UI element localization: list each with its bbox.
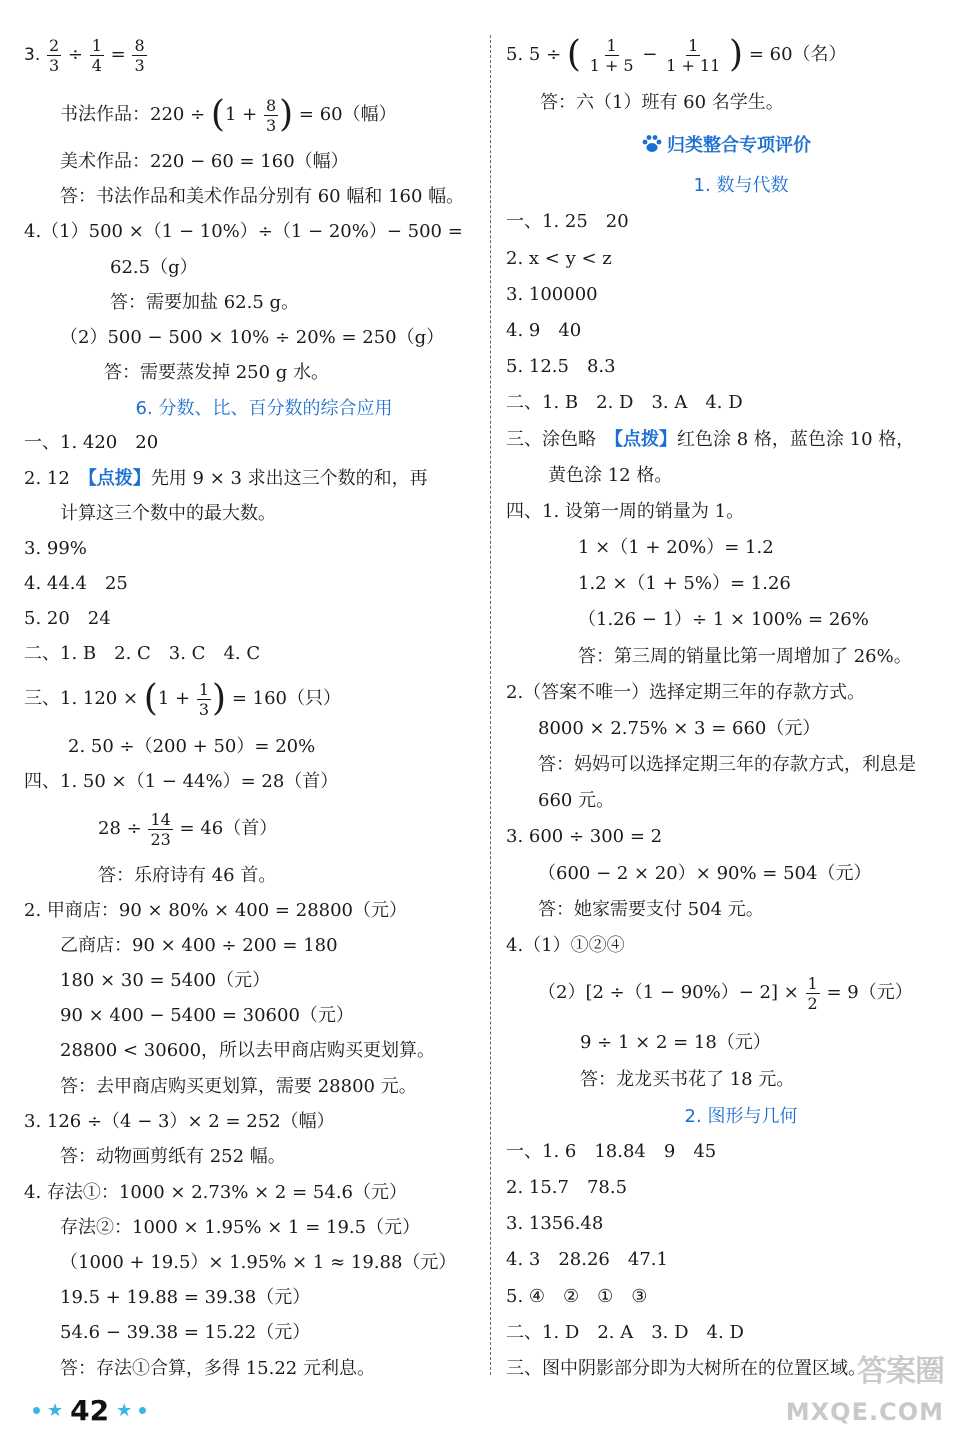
r-part4-q2-calc: 8000 × 2.75% × 3 = 660（元） — [538, 718, 821, 739]
r-part3: 三、涂色略 【点拨】红色涂 8 格，蓝色涂 10 格， — [506, 429, 915, 450]
q4-part1-result: 62.5（g） — [110, 257, 198, 278]
r-part1-q1: 一、1. 25 20 — [506, 211, 629, 232]
r-part4-q4-part1: 4.（1）①②④ — [506, 935, 625, 956]
r-part2: 二、1. B 2. D 3. A 4. D — [506, 392, 743, 413]
s6-part1-q1: 一、1. 420 20 — [24, 432, 159, 453]
watermark — [782, 1344, 950, 1436]
paw-icon — [641, 134, 663, 154]
star-icon: ★ — [116, 1399, 133, 1421]
hint-badge: 【点拨】 — [614, 429, 677, 450]
r-part4-q3: 3. 600 ÷ 300 = 2 — [506, 826, 663, 847]
eval-section-title: 归类整合专项评价 — [506, 134, 946, 158]
g-part1-q5: 5. ④ ② ① ③ — [506, 1286, 648, 1307]
s6-part4-q2-d: 90 × 400 − 5400 = 30600（元） — [60, 1005, 354, 1026]
s6-part3-q1: 三、1. 120 × (1 + $\frac{1}{3}$ ) = 160（只） — [24, 678, 341, 719]
q4-part2-answer: 答：需要蒸发掉 250 g 水。 — [104, 362, 330, 383]
r-part4-q3-calc: （600 − 2 × 20）× 90% = 504（元） — [538, 863, 872, 884]
s6-part4-q4-c: （1000 + 19.5）× 1.95% × 1 ≈ 19.88（元） — [60, 1252, 457, 1273]
s6-part4-q4-e: 54.6 − 39.38 = 15.22（元） — [60, 1322, 311, 1343]
q3-calligraphy-calc: 书法作品：220 ÷ (1 + $\frac{8}{3}$ ) = 60（幅） — [60, 94, 397, 135]
s6-part4-q4-d: 19.5 + 19.88 = 39.38（元） — [60, 1287, 311, 1308]
fraction: $\frac{8}{3}$ — [134, 35, 145, 75]
r-part4-q4-answer: 答：龙龙买书花了 18 元。 — [580, 1069, 795, 1090]
q5-expression: 5. 5 ÷ ( $\frac{1}{1 + 5}$ − $\frac{1}{1 + 11}$ ) = 60（名） — [506, 34, 847, 75]
dot-icon — [139, 1407, 146, 1414]
g-part2: 二、1. D 2. A 3. D 4. D — [506, 1322, 744, 1343]
column-divider — [490, 35, 491, 1375]
watermark-line2: MXQE.COM — [785, 1398, 944, 1426]
r-part4-q1-a: 1 ×（1 + 20%）= 1.2 — [578, 537, 774, 558]
s6-part4-q4-b: 存法②：1000 × 1.95% × 1 = 19.5（元） — [60, 1217, 421, 1238]
s6-part4-q2-answer: 答：去甲商店购买更划算，需要 28800 元。 — [60, 1076, 417, 1097]
g-part1-q4: 4. 3 28.26 47.1 — [506, 1249, 668, 1270]
r-part4-q2: 2.（答案不唯一）选择定期三年的存款方式。 — [506, 682, 866, 703]
r-part4-q1-c: （1.26 − 1）÷ 1 × 100% = 26% — [578, 609, 869, 630]
s6-part4-q4-answer: 答：存法①合算，多得 15.22 元利息。 — [60, 1358, 375, 1379]
s6-part4-q2-c: 180 × 30 = 5400（元） — [60, 970, 271, 991]
g-part1-q2: 2. 15.7 78.5 — [506, 1177, 628, 1198]
s6-part4-q2-b: 乙商店：90 × 400 ÷ 200 = 180 — [60, 935, 338, 956]
r-part4-q2-answer: 答：妈妈可以选择定期三年的存款方式，利息是 — [538, 754, 916, 775]
q3-expression: 3. $\frac{2}{3}$ ÷ $\frac{1}{4}$ = $\frac{8}{3}$ — [24, 35, 145, 75]
r-part1-q2: 2. x < y < z — [506, 248, 612, 269]
r-part3-cont: 黄色涂 12 格。 — [548, 465, 673, 486]
g-part1-q3: 3. 1356.48 — [506, 1213, 604, 1234]
r-part4-q3-answer: 答：她家需要支付 504 元。 — [538, 899, 764, 920]
fraction: $\frac{2}{3}$ — [48, 35, 60, 75]
r-part4-q4-calc: 9 ÷ 1 × 2 = 18（元） — [580, 1032, 771, 1053]
s6-part1-q3: 3. 99% — [24, 538, 87, 559]
s6-part4-q2-a: 2. 甲商店：90 × 80% × 400 = 28800（元） — [24, 900, 408, 921]
fraction: $\frac{1}{4}$ — [91, 35, 102, 75]
q5-answer: 答：六（1）班有 60 名学生。 — [540, 92, 784, 113]
star-icon: ★ — [47, 1399, 64, 1421]
r-part1-q4: 4. 9 40 — [506, 320, 582, 341]
section-6-title: 6. 分数、比、百分数的综合应用 — [135, 398, 393, 419]
s6-part1-q2-cont: 计算这三个数中的最大数。 — [60, 503, 276, 524]
r-part4-q1-b: 1.2 ×（1 + 5%）= 1.26 — [578, 573, 791, 594]
q4-part1-answer: 答：需要加盐 62.5 g。 — [110, 292, 300, 313]
s6-part3-q2: 2. 50 ÷（200 + 50）= 20% — [68, 736, 316, 757]
sub2-title: 2. 图形与几何 — [684, 1106, 798, 1127]
g-part3: 三、图中阴影部分即为大树所在的位置区域。 — [506, 1358, 866, 1379]
watermark-line1: 答案圈 — [857, 1354, 944, 1389]
hint-badge: 【点拨】 — [87, 468, 151, 489]
r-part1-q5: 5. 12.5 8.3 — [506, 356, 616, 377]
q4-part2: （2）500 − 500 × 10% ÷ 20% = 250（g） — [60, 327, 445, 348]
q3-art-calc: 美术作品：220 − 60 = 160（幅） — [60, 151, 349, 172]
page-footer — [33, 1393, 146, 1427]
s6-part4-q1-calc: 28 ÷ $\frac{14}{23}$ = 46（首） — [98, 809, 278, 849]
s6-part4-q3: 3. 126 ÷（4 − 3）× 2 = 252（幅） — [24, 1111, 335, 1132]
r-part4-q1: 四、1. 设第一周的销量为 1。 — [506, 501, 745, 522]
s6-part1-q5: 5. 20 24 — [24, 608, 111, 629]
r-part1-q3: 3. 100000 — [506, 284, 598, 305]
s6-part4-q2-e: 28800 < 30600，所以去甲商店购买更划算。 — [60, 1040, 436, 1061]
page-number: 42 — [70, 1393, 110, 1427]
s6-part4-q1-answer: 答：乐府诗有 46 首。 — [98, 865, 277, 886]
g-part1-q1: 一、1. 6 18.84 9 45 — [506, 1141, 717, 1162]
r-part4-q4-part2: （2）[2 ÷（1 − 90%）− 2] × $\frac{1}{2}$ = 9（元） — [538, 973, 913, 1013]
sub1-title: 1. 数与代数 — [693, 175, 789, 196]
q3-answer: 答：书法作品和美术作品分别有 60 幅和 160 幅。 — [60, 186, 465, 207]
s6-part1-q2: 2. 12 【点拨】先用 9 × 3 求出这三个数的和，再 — [24, 468, 428, 489]
dot-icon — [33, 1407, 40, 1414]
q4-part1: 4.（1）500 ×（1 − 10%）÷（1 − 20%）− 500 = — [24, 221, 463, 242]
r-part4-q2-answer-cont: 660 元。 — [538, 790, 615, 811]
s6-part4-q3-answer: 答：动物画剪纸有 252 幅。 — [60, 1146, 286, 1167]
s6-part2: 二、1. B 2. C 3. C 4. C — [24, 643, 261, 664]
s6-part1-q4: 4. 44.4 25 — [24, 573, 128, 594]
s6-part4-q4-a: 4. 存法①：1000 × 2.73% × 2 = 54.6（元） — [24, 1182, 407, 1203]
s6-part4-q1: 四、1. 50 ×（1 − 44%）= 28（首） — [24, 771, 339, 792]
r-part4-q1-answer: 答：第三周的销量比第一周增加了 26%。 — [578, 646, 912, 667]
